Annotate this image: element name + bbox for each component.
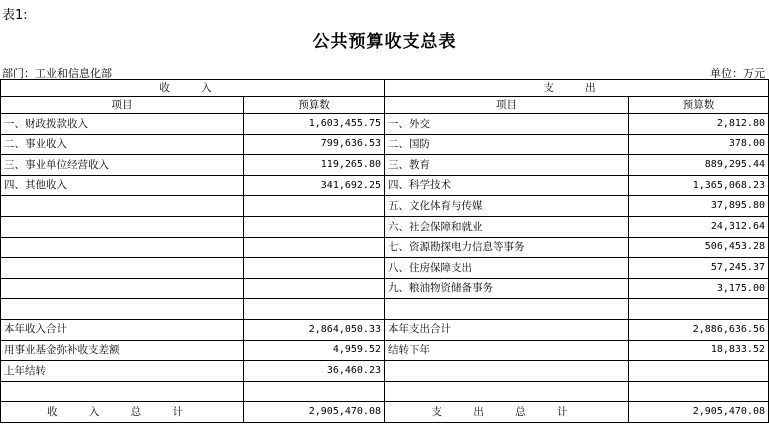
expense-value-cell [629, 299, 769, 320]
unit-label: 单位：万元 [710, 67, 765, 80]
page-title: 公共预算收支总表 [312, 32, 457, 52]
income-item-cell: 上年结转 [1, 361, 244, 382]
income-value-cell: 2,864,050.33 [244, 319, 385, 340]
income-value-cell [244, 216, 385, 237]
expense-item-cell [385, 299, 629, 320]
table-row [1, 258, 769, 279]
income-item-cell [1, 278, 244, 299]
income-value-cell [244, 381, 385, 402]
table-row [1, 175, 769, 196]
table-row [1, 237, 769, 258]
expense-budget-header: 预算数 [629, 97, 769, 114]
expense-total-label: 支 出 总 计 [385, 402, 629, 423]
expense-item-cell: 五、文化体育与传媒 [385, 196, 629, 217]
expense-value-cell: 506,453.28 [629, 237, 769, 258]
income-item-cell [1, 299, 244, 320]
expense-item-cell: 九、粮油物资储备事务 [385, 278, 629, 299]
expense-value-cell: 1,365,068.23 [629, 175, 769, 196]
income-value-cell: 36,460.23 [244, 361, 385, 382]
income-value-cell [244, 196, 385, 217]
table-row [1, 134, 769, 155]
table-label: 表1: [2, 8, 28, 23]
expense-value-cell: 2,886,636.56 [629, 319, 769, 340]
income-item-cell: 一、财政拨款收入 [1, 114, 244, 135]
income-value-cell: 119,265.80 [244, 155, 385, 176]
income-item-cell: 本年收入合计 [1, 319, 244, 340]
income-item-cell: 二、事业收入 [1, 134, 244, 155]
expense-item-cell: 四、科学技术 [385, 175, 629, 196]
income-item-cell [1, 237, 244, 258]
expense-value-cell: 57,245.37 [629, 258, 769, 279]
table-row [1, 216, 769, 237]
table-row [1, 114, 769, 135]
table-row [1, 196, 769, 217]
expense-item-cell: 本年支出合计 [385, 319, 629, 340]
expense-item-cell: 六、社会保障和就业 [385, 216, 629, 237]
table-row [1, 381, 769, 402]
expense-value-cell: 37,895.80 [629, 196, 769, 217]
income-item-cell [1, 258, 244, 279]
section-header-row [1, 80, 769, 97]
expense-value-cell: 3,175.00 [629, 278, 769, 299]
table-row [1, 340, 769, 361]
expense-section-header: 支 出 [385, 80, 769, 97]
expense-item-cell: 七、资源勘探电力信息等事务 [385, 237, 629, 258]
income-item-header: 项目 [1, 97, 244, 114]
expense-item-cell: 八、住房保障支出 [385, 258, 629, 279]
expense-item-cell [385, 381, 629, 402]
income-value-cell: 799,636.53 [244, 134, 385, 155]
expense-value-cell: 889,295.44 [629, 155, 769, 176]
table-row [1, 278, 769, 299]
expense-value-cell: 2,812.80 [629, 114, 769, 135]
expense-total-value: 2,905,470.08 [629, 402, 769, 423]
expense-value-cell [629, 381, 769, 402]
table-row [1, 155, 769, 176]
table-row [1, 319, 769, 340]
income-budget-header: 预算数 [244, 97, 385, 114]
income-item-cell: 用事业基金弥补收支差额 [1, 340, 244, 361]
income-item-cell [1, 381, 244, 402]
income-item-cell: 四、其他收入 [1, 175, 244, 196]
expense-item-cell: 结转下年 [385, 340, 629, 361]
expense-item-header: 项目 [385, 97, 629, 114]
income-value-cell [244, 237, 385, 258]
table-row [1, 299, 769, 320]
income-section-header: 收 入 [1, 80, 385, 97]
income-value-cell [244, 258, 385, 279]
income-item-cell [1, 216, 244, 237]
table-row [1, 361, 769, 382]
totals-row [1, 402, 769, 423]
budget-table [0, 79, 769, 423]
expense-item-cell: 三、教育 [385, 155, 629, 176]
expense-item-cell: 一、外交 [385, 114, 629, 135]
income-total-value: 2,905,470.08 [244, 402, 385, 423]
expense-value-cell: 378.00 [629, 134, 769, 155]
income-item-cell [1, 196, 244, 217]
expense-value-cell: 18,833.52 [629, 340, 769, 361]
income-value-cell: 1,603,455.75 [244, 114, 385, 135]
income-value-cell: 4,959.52 [244, 340, 385, 361]
income-item-cell: 三、事业单位经营收入 [1, 155, 244, 176]
column-header-row [1, 97, 769, 114]
expense-value-cell: 24,312.64 [629, 216, 769, 237]
expense-item-cell [385, 361, 629, 382]
income-value-cell: 341,692.25 [244, 175, 385, 196]
income-value-cell [244, 299, 385, 320]
income-total-label: 收 入 总 计 [1, 402, 244, 423]
expense-value-cell [629, 361, 769, 382]
expense-item-cell: 二、国防 [385, 134, 629, 155]
income-value-cell [244, 278, 385, 299]
department-label: 部门：工业和信息化部 [2, 67, 112, 80]
